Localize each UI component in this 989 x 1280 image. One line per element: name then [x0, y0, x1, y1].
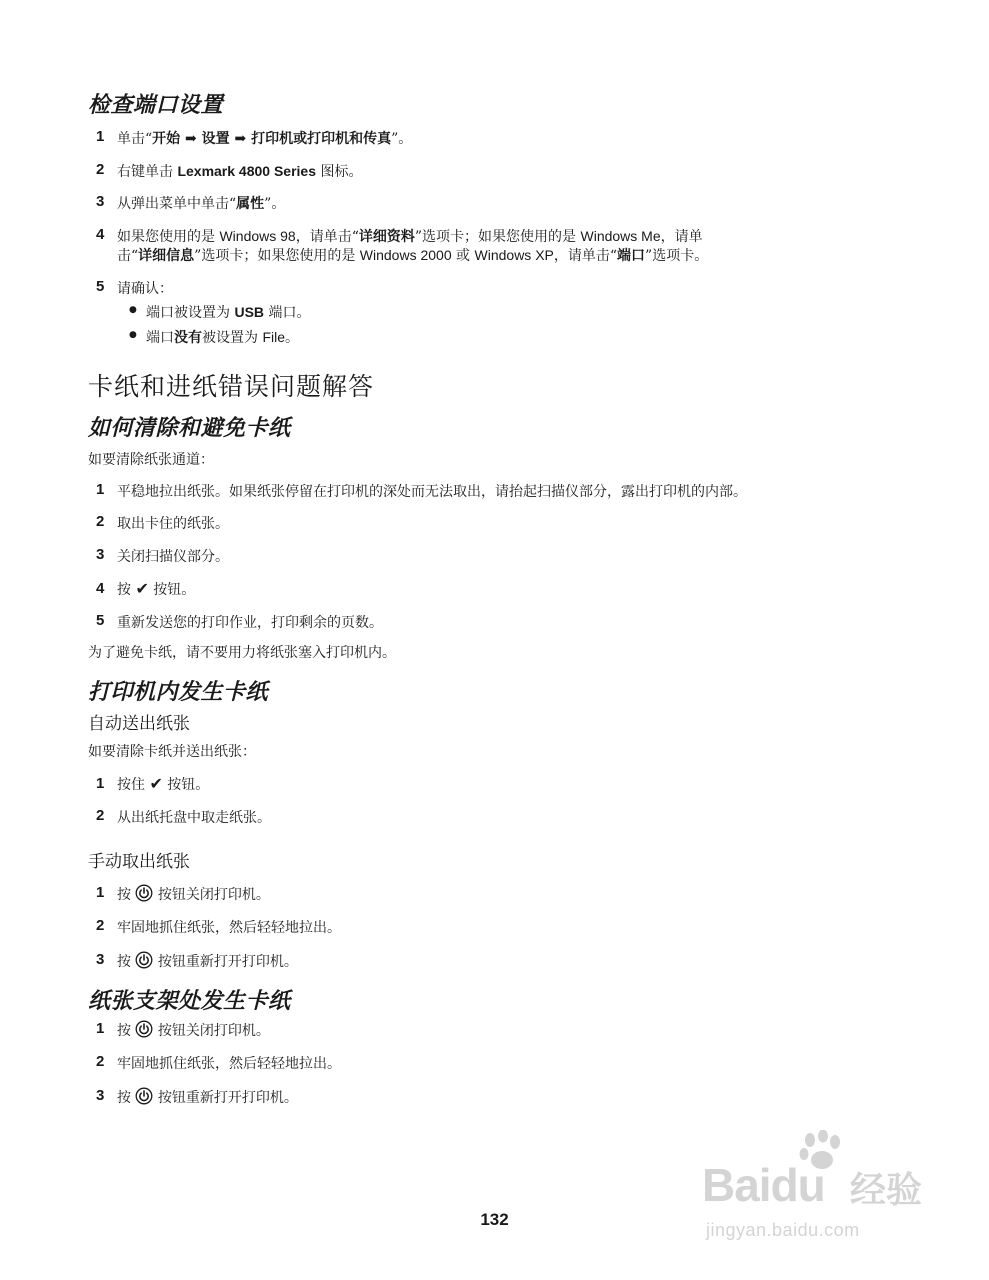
subsection-title-manual: 手动取出纸张 [88, 852, 190, 872]
step-text: 按 按钮关闭打印机。 [117, 884, 270, 904]
chapter-title: 卡纸和进纸错误问题解答 [88, 372, 375, 401]
subsection-title-auto: 自动送出纸张 [88, 714, 190, 734]
watermark-logo: Baidu [702, 1159, 825, 1211]
watermark-url: jingyan.baidu.com [706, 1220, 860, 1240]
bullet-text: 端口没有被设置为 File。 [146, 329, 300, 346]
step-number: 4 [96, 226, 105, 243]
checkmark-icon: ✔ [149, 774, 163, 793]
bullet-text: 端口被设置为 USB 端口。 [146, 304, 311, 321]
step-number: 2 [96, 917, 105, 934]
step-number: 2 [96, 513, 105, 530]
step-text: 按 按钮关闭打印机。 [117, 1020, 270, 1040]
step-text: 右键单击 Lexmark 4800 Series 图标。 [117, 163, 363, 180]
section-title-check-port: 检查端口设置 [88, 93, 224, 118]
step-text: 请确认： [117, 281, 173, 297]
note-text: 为了避免卡纸，请不要用力将纸张塞入打印机内。 [88, 645, 396, 661]
step-number: 2 [96, 807, 105, 824]
bullet-icon: ● [129, 305, 137, 315]
subsection-intro: 如要清除卡纸并送出纸张： [88, 744, 256, 760]
step-text: 从弹出菜单中单击“属性”。 [117, 196, 286, 212]
step-text: 从出纸托盘中取走纸张。 [117, 810, 271, 826]
step-text: 如果您使用的是 Windows 98，请单击“详细资料”选项卡；如果您使用的是 Windows Me，请单 [117, 228, 703, 245]
power-icon [135, 1087, 153, 1105]
section-title-jam-paper-support: 纸张支架处发生卡纸 [88, 989, 291, 1014]
step-number: 3 [96, 1087, 105, 1104]
checkmark-icon: ✔ [135, 579, 149, 598]
step-text: 按 按钮重新打开打印机。 [117, 1087, 298, 1107]
step-number: 5 [96, 612, 105, 629]
step-number: 1 [96, 884, 105, 901]
step-text: 按 按钮重新打开打印机。 [117, 951, 298, 971]
step-text: 关闭扫描仪部分。 [117, 549, 229, 565]
bullet-icon: ● [129, 330, 137, 340]
step-text: 按住 ✔ 按钮。 [117, 774, 210, 793]
step-text: 按 ✔ 按钮。 [117, 579, 196, 598]
step-text: 取出卡住的纸张。 [117, 516, 229, 532]
step-number: 1 [96, 128, 105, 145]
page-number: 132 [480, 1210, 509, 1229]
step-number: 4 [96, 580, 105, 597]
watermark-jingyan: 经验 [850, 1170, 923, 1211]
step-number: 1 [96, 775, 105, 792]
step-number: 3 [96, 951, 105, 968]
step-number: 2 [96, 161, 105, 178]
step-number: 5 [96, 278, 105, 295]
baidu-jingyan-watermark [700, 1128, 940, 1248]
step-text-line2: 击“详细信息”选项卡；如果您使用的是 Windows 2000 或 Windows XP，请单击“端口”选项卡。 [117, 247, 709, 264]
step-number: 1 [96, 481, 105, 498]
power-icon [135, 951, 153, 969]
step-number: 1 [96, 1020, 105, 1037]
power-icon [135, 884, 153, 902]
step-text: 单击“开始 ➡ 设置 ➡ 打印机或打印机和传真”。 [117, 131, 413, 147]
step-text: 重新发送您的打印作业，打印剩余的页数。 [117, 615, 383, 631]
step-number: 3 [96, 546, 105, 563]
power-icon [135, 1020, 153, 1038]
section-title-jam-in-printer: 打印机内发生卡纸 [88, 680, 269, 705]
section-intro: 如要清除纸张通道： [88, 452, 214, 468]
step-number: 2 [96, 1053, 105, 1070]
step-number: 3 [96, 193, 105, 210]
section-title-clear-avoid: 如何清除和避免卡纸 [88, 416, 291, 441]
step-text: 牢固地抓住纸张，然后轻轻地拉出。 [117, 920, 341, 936]
step-text: 牢固地抓住纸张，然后轻轻地拉出。 [117, 1056, 341, 1072]
step-text: 平稳地拉出纸张。如果纸张停留在打印机的深处而无法取出，请抬起扫描仪部分，露出打印机的内部。 [117, 484, 747, 500]
